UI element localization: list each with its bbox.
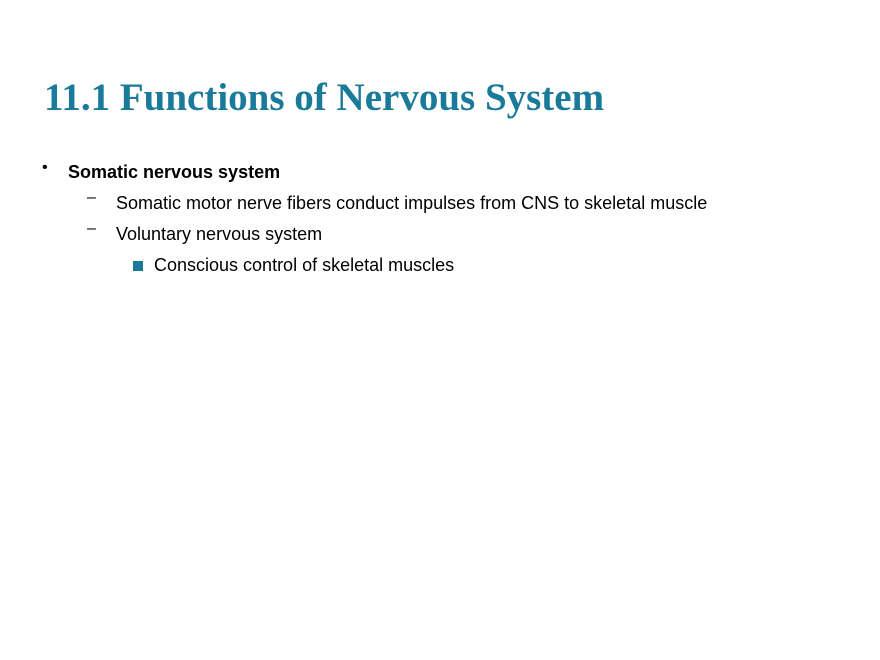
square-bullet-icon — [133, 261, 143, 271]
bullet-dot-icon: • — [42, 159, 48, 176]
bullet-text: Conscious control of skeletal muscles — [154, 255, 455, 275]
bullet-text: Voluntary nervous system — [116, 224, 323, 244]
bullet-conscious-control — [154, 254, 454, 276]
bullet-voluntary-nervous-system — [87, 220, 323, 245]
bullet-text: Somatic motor nerve fibers conduct impulses from CNS to skeletal muscle — [116, 193, 708, 213]
bullet-text: Somatic nervous system — [68, 162, 281, 182]
bullet-somatic-motor-fibers — [87, 189, 708, 214]
dash-icon: – — [87, 220, 96, 237]
slide-title: 11.1 Functions of Nervous System — [44, 76, 605, 119]
dash-icon: – — [87, 189, 96, 206]
bullet-somatic-nervous-system — [42, 159, 281, 183]
